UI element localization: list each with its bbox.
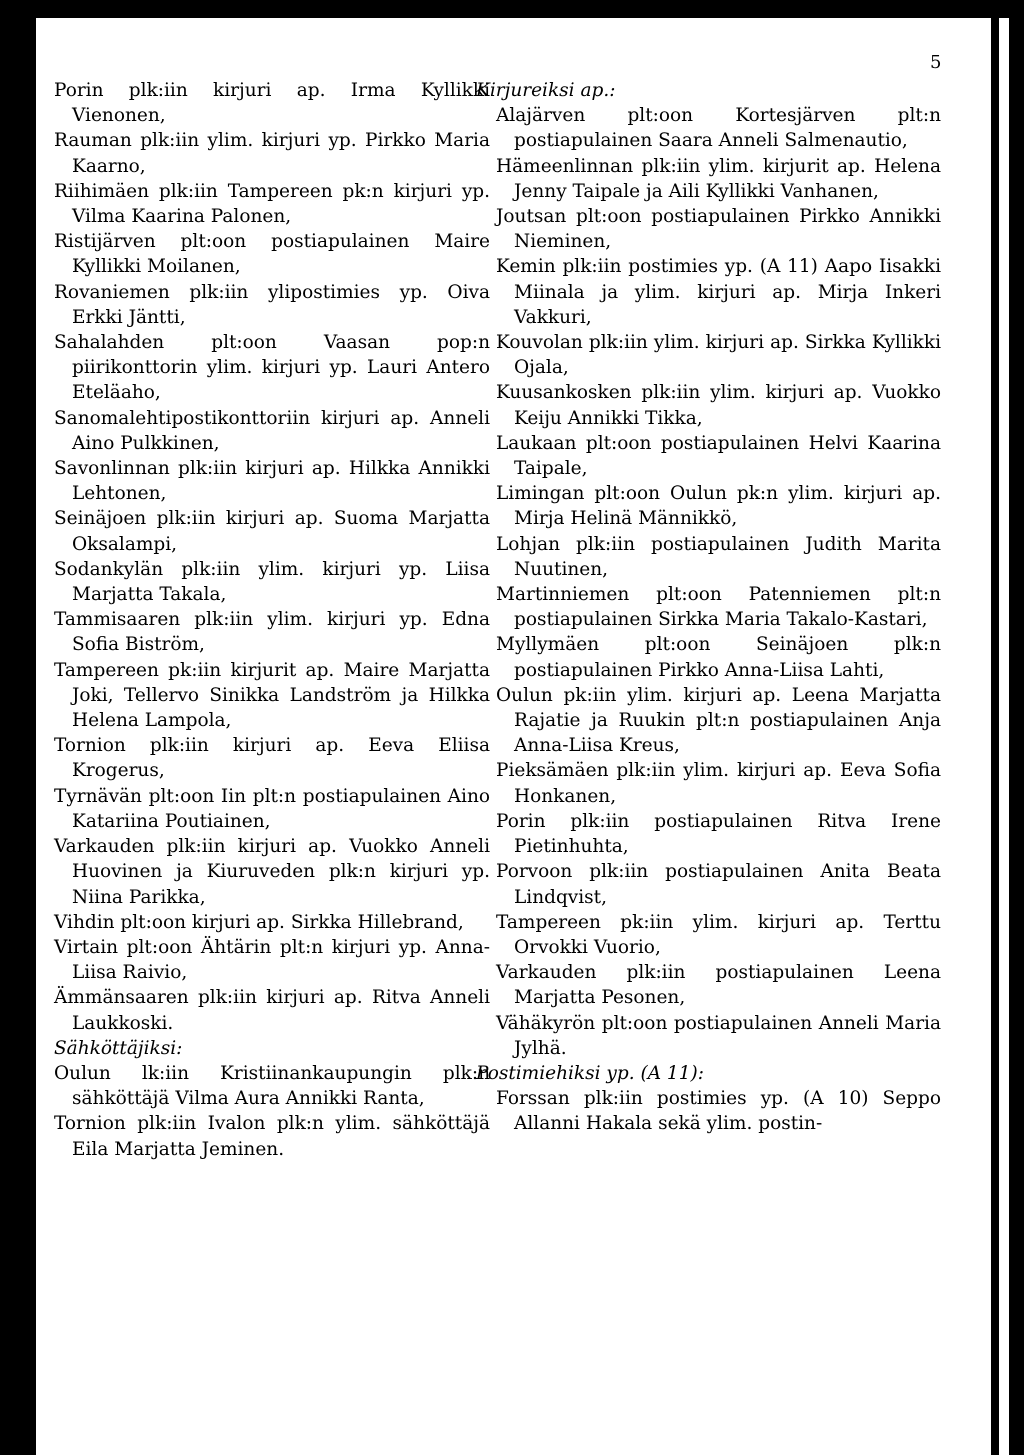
entry: Tornion plk:iin kirjuri ap. Eeva Eliisa Krogerus, — [54, 735, 490, 782]
entry: Myllymäen plt:oon Seinäjoen plk:n postiapulainen Pirkko Anna-Liisa Lahti, — [496, 634, 941, 681]
entry: Virtain plt:oon Ähtärin plt:n kirjuri yp. Anna-Liisa Raivio, — [54, 936, 490, 984]
entry: Tyrnävän plt:oon Iin plt:n postiapulainen Aino Katariina Poutiainen, — [54, 785, 490, 832]
section-heading-sahkottajiksi: Sähköttäjiksi: — [54, 1037, 183, 1059]
entry: Forssan plk:iin postimies yp. (A 10) Seppo Allanni Hakala sekä ylim. postin- — [496, 1088, 941, 1135]
entry: Kemin plk:iin postimies yp. (A 11) Aapo Iisakki Miinala ja ylim. kirjuri ap. Mirja Inkeri Vakkuri, — [496, 256, 941, 328]
entry: Hämeenlinnan plk:iin ylim. kirjurit ap. Helena Jenny Taipale ja Aili Kyllikki Vanhanen, — [496, 155, 941, 202]
entry: Rauman plk:iin ylim. kirjuri yp. Pirkko Maria Kaarno, — [54, 130, 490, 177]
entry: Tampereen pk:iin ylim. kirjuri ap. Terttu Orvokki Vuorio, — [496, 911, 941, 958]
section-heading-postimiehiksi: Postimiehiksi yp. (A 11): — [476, 1062, 704, 1084]
entry: Martinniemen plt:oon Patenniemen plt:n postiapulainen Sirkka Maria Takalo-Kastari, — [496, 584, 941, 631]
right-column — [476, 78, 941, 1137]
entry: Kouvolan plk:iin ylim. kirjuri ap. Sirkka Kyllikki Ojala, — [496, 332, 941, 379]
sahkottajiksi-entries — [54, 1061, 490, 1162]
page-number: 5 — [930, 52, 942, 73]
entry: Seinäjoen plk:iin kirjuri ap. Suoma Marjatta Oksalampi, — [54, 508, 490, 555]
entry: Oulun lk:iin Kristiinankaupungin plk:n sähköttäjä Vilma Aura Annikki Ranta, — [54, 1062, 490, 1110]
entry: Joutsan plt:oon postiapulainen Pirkko Annikki Nieminen, — [496, 206, 941, 253]
entry: Porin plk:iin postiapulainen Ritva Irene Pietinhuhta, — [496, 810, 941, 858]
entry: Lohjan plk:iin postiapulainen Judith Marita Nuutinen, — [496, 533, 941, 580]
entry: Tampereen pk:iin kirjurit ap. Maire Marjatta Joki, Tellervo Sinikka Landström ja Hilkka Helena Lampola, — [54, 659, 490, 732]
section-heading-kirjureiksi: Kirjureiksi ap.: — [476, 80, 616, 101]
entry: Sahalahden plt:oon Vaasan pop:n piirikonttorin ylim. kirjuri yp. Lauri Antero Eteläaho, — [54, 332, 490, 404]
entry: Porin plk:iin kirjuri ap. Irma Kyllikki Vienonen, — [54, 80, 490, 127]
entry: Alajärven plt:oon Kortesjärven plt:n postiapulainen Saara Anneli Salmenautio, — [496, 105, 941, 152]
postimiehiksi-entries — [476, 1086, 941, 1136]
entry: Sanomalehtipostikonttoriin kirjuri ap. Anneli Aino Pulkkinen, — [54, 407, 490, 454]
entry: Oulun pk:iin ylim. kirjuri ap. Leena Marjatta Rajatie ja Ruukin plt:n postiapulainen Anja Anna-Liisa Kreus, — [496, 684, 941, 757]
entry: Varkauden plk:iin postiapulainen Leena Marjatta Pesonen, — [496, 962, 941, 1009]
entry: Laukaan plt:oon postiapulainen Helvi Kaarina Taipale, — [496, 432, 941, 480]
entry: Ristijärven plt:oon postiapulainen Maire Kyllikki Moilanen, — [54, 231, 490, 278]
entry: Porvoon plk:iin postiapulainen Anita Beata Lindqvist, — [496, 861, 941, 908]
entry: Ämmänsaaren plk:iin kirjuri ap. Ritva Anneli Laukkoski. — [54, 987, 490, 1034]
scan-edge-strip — [999, 18, 1009, 1455]
entry: Savonlinnan plk:iin kirjuri ap. Hilkka Annikki Lehtonen, — [54, 458, 490, 505]
entry: Sodankylän plk:iin ylim. kirjuri yp. Liisa Marjatta Takala, — [54, 558, 490, 606]
kirjureiksi-entries — [476, 103, 941, 1061]
left-entries — [54, 78, 490, 1036]
left-column — [54, 78, 490, 1162]
entry: Vihdin plt:oon kirjuri ap. Sirkka Hillebrand, — [54, 911, 464, 933]
entry: Kuusankosken plk:iin ylim. kirjuri ap. Vuokko Keiju Annikki Tikka, — [496, 382, 941, 429]
entry: Limingan plt:oon Oulun pk:n ylim. kirjuri ap. Mirja Helinä Männikkö, — [496, 483, 941, 530]
entry: Vähäkyrön plt:oon postiapulainen Anneli Maria Jylhä. — [496, 1012, 941, 1059]
entry: Varkauden plk:iin kirjuri ap. Vuokko Anneli Huovinen ja Kiuruveden plk:n kirjuri yp. Niina Parikka, — [54, 836, 490, 908]
entry: Tornion plk:iin Ivalon plk:n ylim. sähköttäjä Eila Marjatta Jeminen. — [54, 1113, 490, 1160]
entry: Riihimäen plk:iin Tampereen pk:n kirjuri yp. Vilma Kaarina Palonen, — [54, 180, 490, 228]
entry: Pieksämäen plk:iin ylim. kirjuri ap. Eeva Sofia Honkanen, — [496, 760, 941, 807]
entry: Rovaniemen plk:iin ylipostimies yp. Oiva Erkki Jäntti, — [54, 281, 490, 328]
entry: Tammisaaren plk:iin ylim. kirjuri yp. Edna Sofia Biström, — [54, 609, 490, 656]
